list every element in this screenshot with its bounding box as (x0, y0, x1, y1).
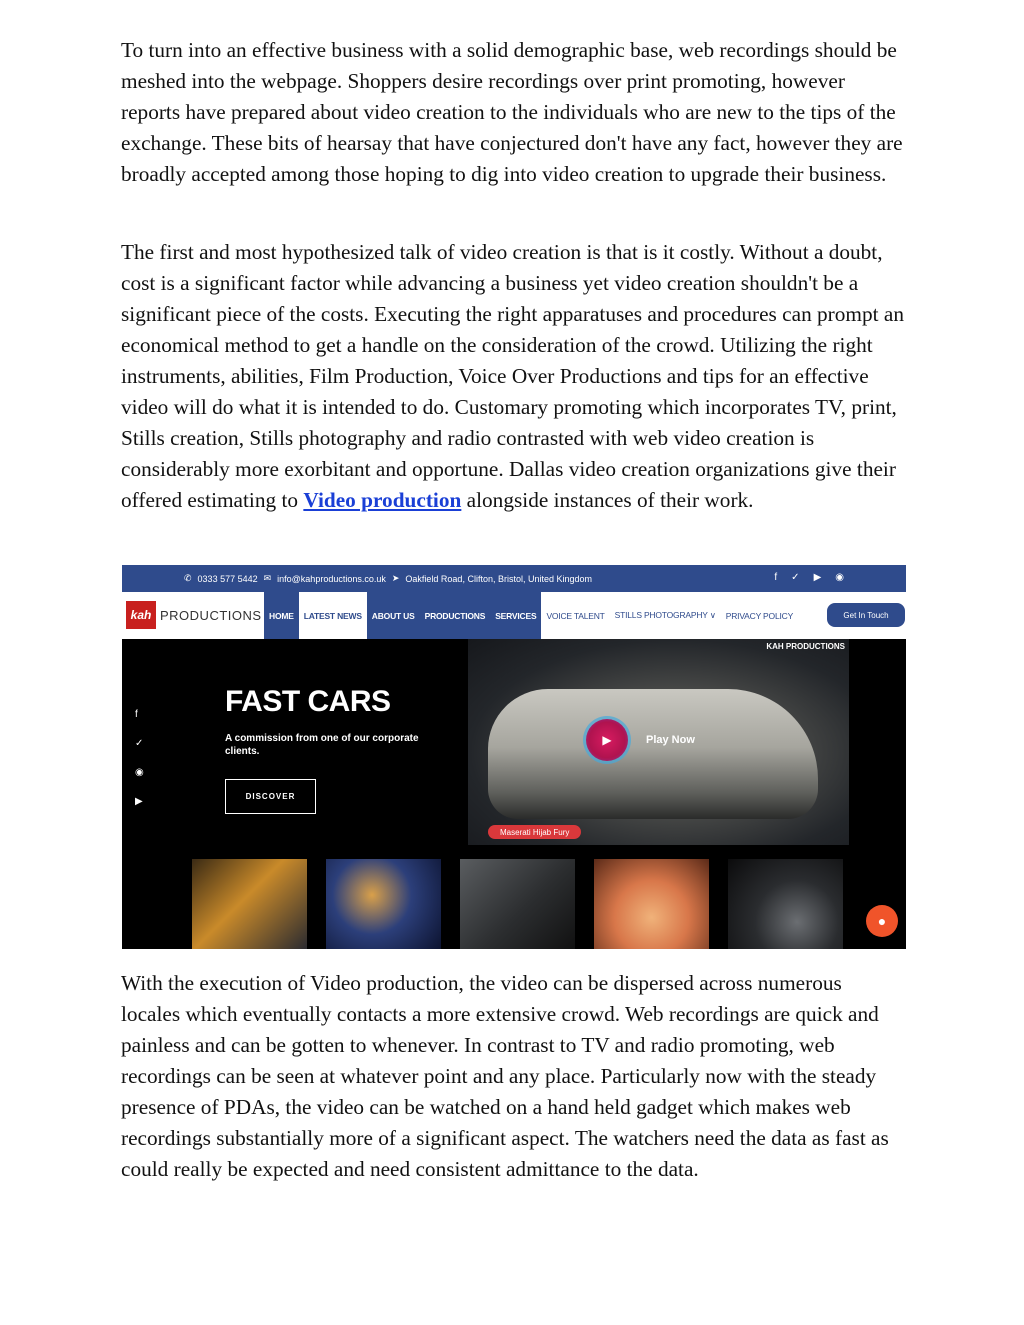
nav-home: HOME (264, 592, 299, 639)
thumbnail (326, 859, 441, 949)
twitter-icon: ✓ (791, 572, 800, 583)
youtube-icon: ▶ (813, 572, 822, 583)
site-navbar (122, 592, 906, 639)
discover-button: DISCOVER (225, 779, 316, 814)
nav-privacy-policy: PRIVACY POLICY (721, 592, 798, 639)
facebook-icon: f (774, 572, 778, 583)
nav-about-us: ABOUT US (367, 592, 420, 639)
contact-info (184, 573, 592, 584)
hero-section (122, 639, 906, 949)
video-tag: Maserati Hijab Fury (488, 825, 581, 839)
car-image (488, 689, 818, 819)
paragraph-distribution: With the execution of Video production, the video can be dispersed across numerous locales which eventually contacts a more extensive crowd. Web recordings are quick and painless and can be gotten to whenever. In contrast to TV and radio promoting, web recordings can be seen at whatever point and any place. Particularly now with the steady presence of PDAs, the video can be watched on a hand held gadget which makes web recordings substantially more of a significant aspect. The watchers need the data as fast as could really be expected and need consistent admittance to the data. (121, 971, 889, 1181)
logo-mark: kah (126, 601, 156, 629)
nav-services: SERVICES (490, 592, 541, 639)
thumbnail (594, 859, 709, 949)
site-logo (126, 601, 262, 629)
hero-subtitle: A commission from one of our corporate clients. (225, 733, 419, 757)
address: Oakfield Road, Clifton, Bristol, United Kingdom (405, 573, 592, 584)
play-label: Play Now (646, 734, 695, 746)
video-preview (468, 639, 849, 845)
instagram-icon: ◉ (835, 572, 844, 583)
chat-icon: ● (866, 905, 898, 937)
thumbnail (460, 859, 575, 949)
nav-latest-news: LATEST NEWS (299, 592, 367, 639)
facebook-icon: f (135, 709, 138, 720)
location-icon: ➤ (391, 573, 400, 583)
play-icon: ▶ (586, 719, 628, 761)
email-address: info@kahproductions.co.uk (277, 573, 386, 584)
logo-word: PRODUCTIONS (160, 607, 262, 623)
twitter-icon: ✓ (135, 738, 144, 749)
paragraph-cost-text-end: alongside instances of their work. (461, 488, 754, 512)
thumbnail (728, 859, 843, 949)
paragraph-intro: To turn into an effective business with a solid demographic base, web recordings should be meshed into the webpage. Shoppers desire recordings over print promoting, however reports have prepared about video creation to the individuals who are new to the tips of the exchange. These bits of hearsay that have conjectured don't have any fact, however they are broadly accepted among those hoping to dig into video creation to upgrade their business. (121, 38, 903, 186)
phone-icon: ✆ (184, 573, 192, 583)
nav-voice-talent: VOICE TALENT (541, 592, 609, 639)
thumbnail (192, 859, 307, 949)
nav-productions: PRODUCTIONS (420, 592, 491, 639)
hero-social-icons (135, 709, 144, 807)
instagram-icon: ◉ (135, 767, 144, 778)
video-brand: KAH PRODUCTIONS (766, 642, 845, 651)
paragraph-cost (121, 237, 906, 516)
social-links (774, 572, 844, 583)
website-screenshot (122, 565, 906, 949)
video-production-link[interactable]: Video production (303, 488, 462, 512)
contact-topbar (122, 565, 906, 592)
nav-stills-photography: STILLS PHOTOGRAPHY ∨ (610, 592, 721, 639)
youtube-icon: ▶ (135, 796, 143, 807)
paragraph-cost-text-start: The first and most hypothesized talk of video creation is that is it costly. Without a doubt, cost is a significant factor while advancing a business yet video creation shouldn't be a significant piece of the costs. Executing the right apparatuses and procedures can prompt an economical method to get a handle on the consideration of the crowd. Utilizing the right instruments, abilities, Film Production, Voice Over Productions and tips for an effective video will do what it is intended to do. Customary promoting which incorporates TV, print, Stills creation, Stills photography and radio contrasted with web video creation is considerably more exorbitant and opportune. Dallas video creation organizations give their offered estimating to (121, 240, 904, 512)
thumbnail-strip (192, 859, 843, 949)
email-icon: ✉ (263, 573, 272, 583)
main-nav (264, 592, 798, 639)
get-in-touch-button: Get In Touch (827, 603, 905, 627)
phone-number: 0333 577 5442 (197, 573, 258, 584)
hero-title: FAST CARS (225, 685, 391, 718)
